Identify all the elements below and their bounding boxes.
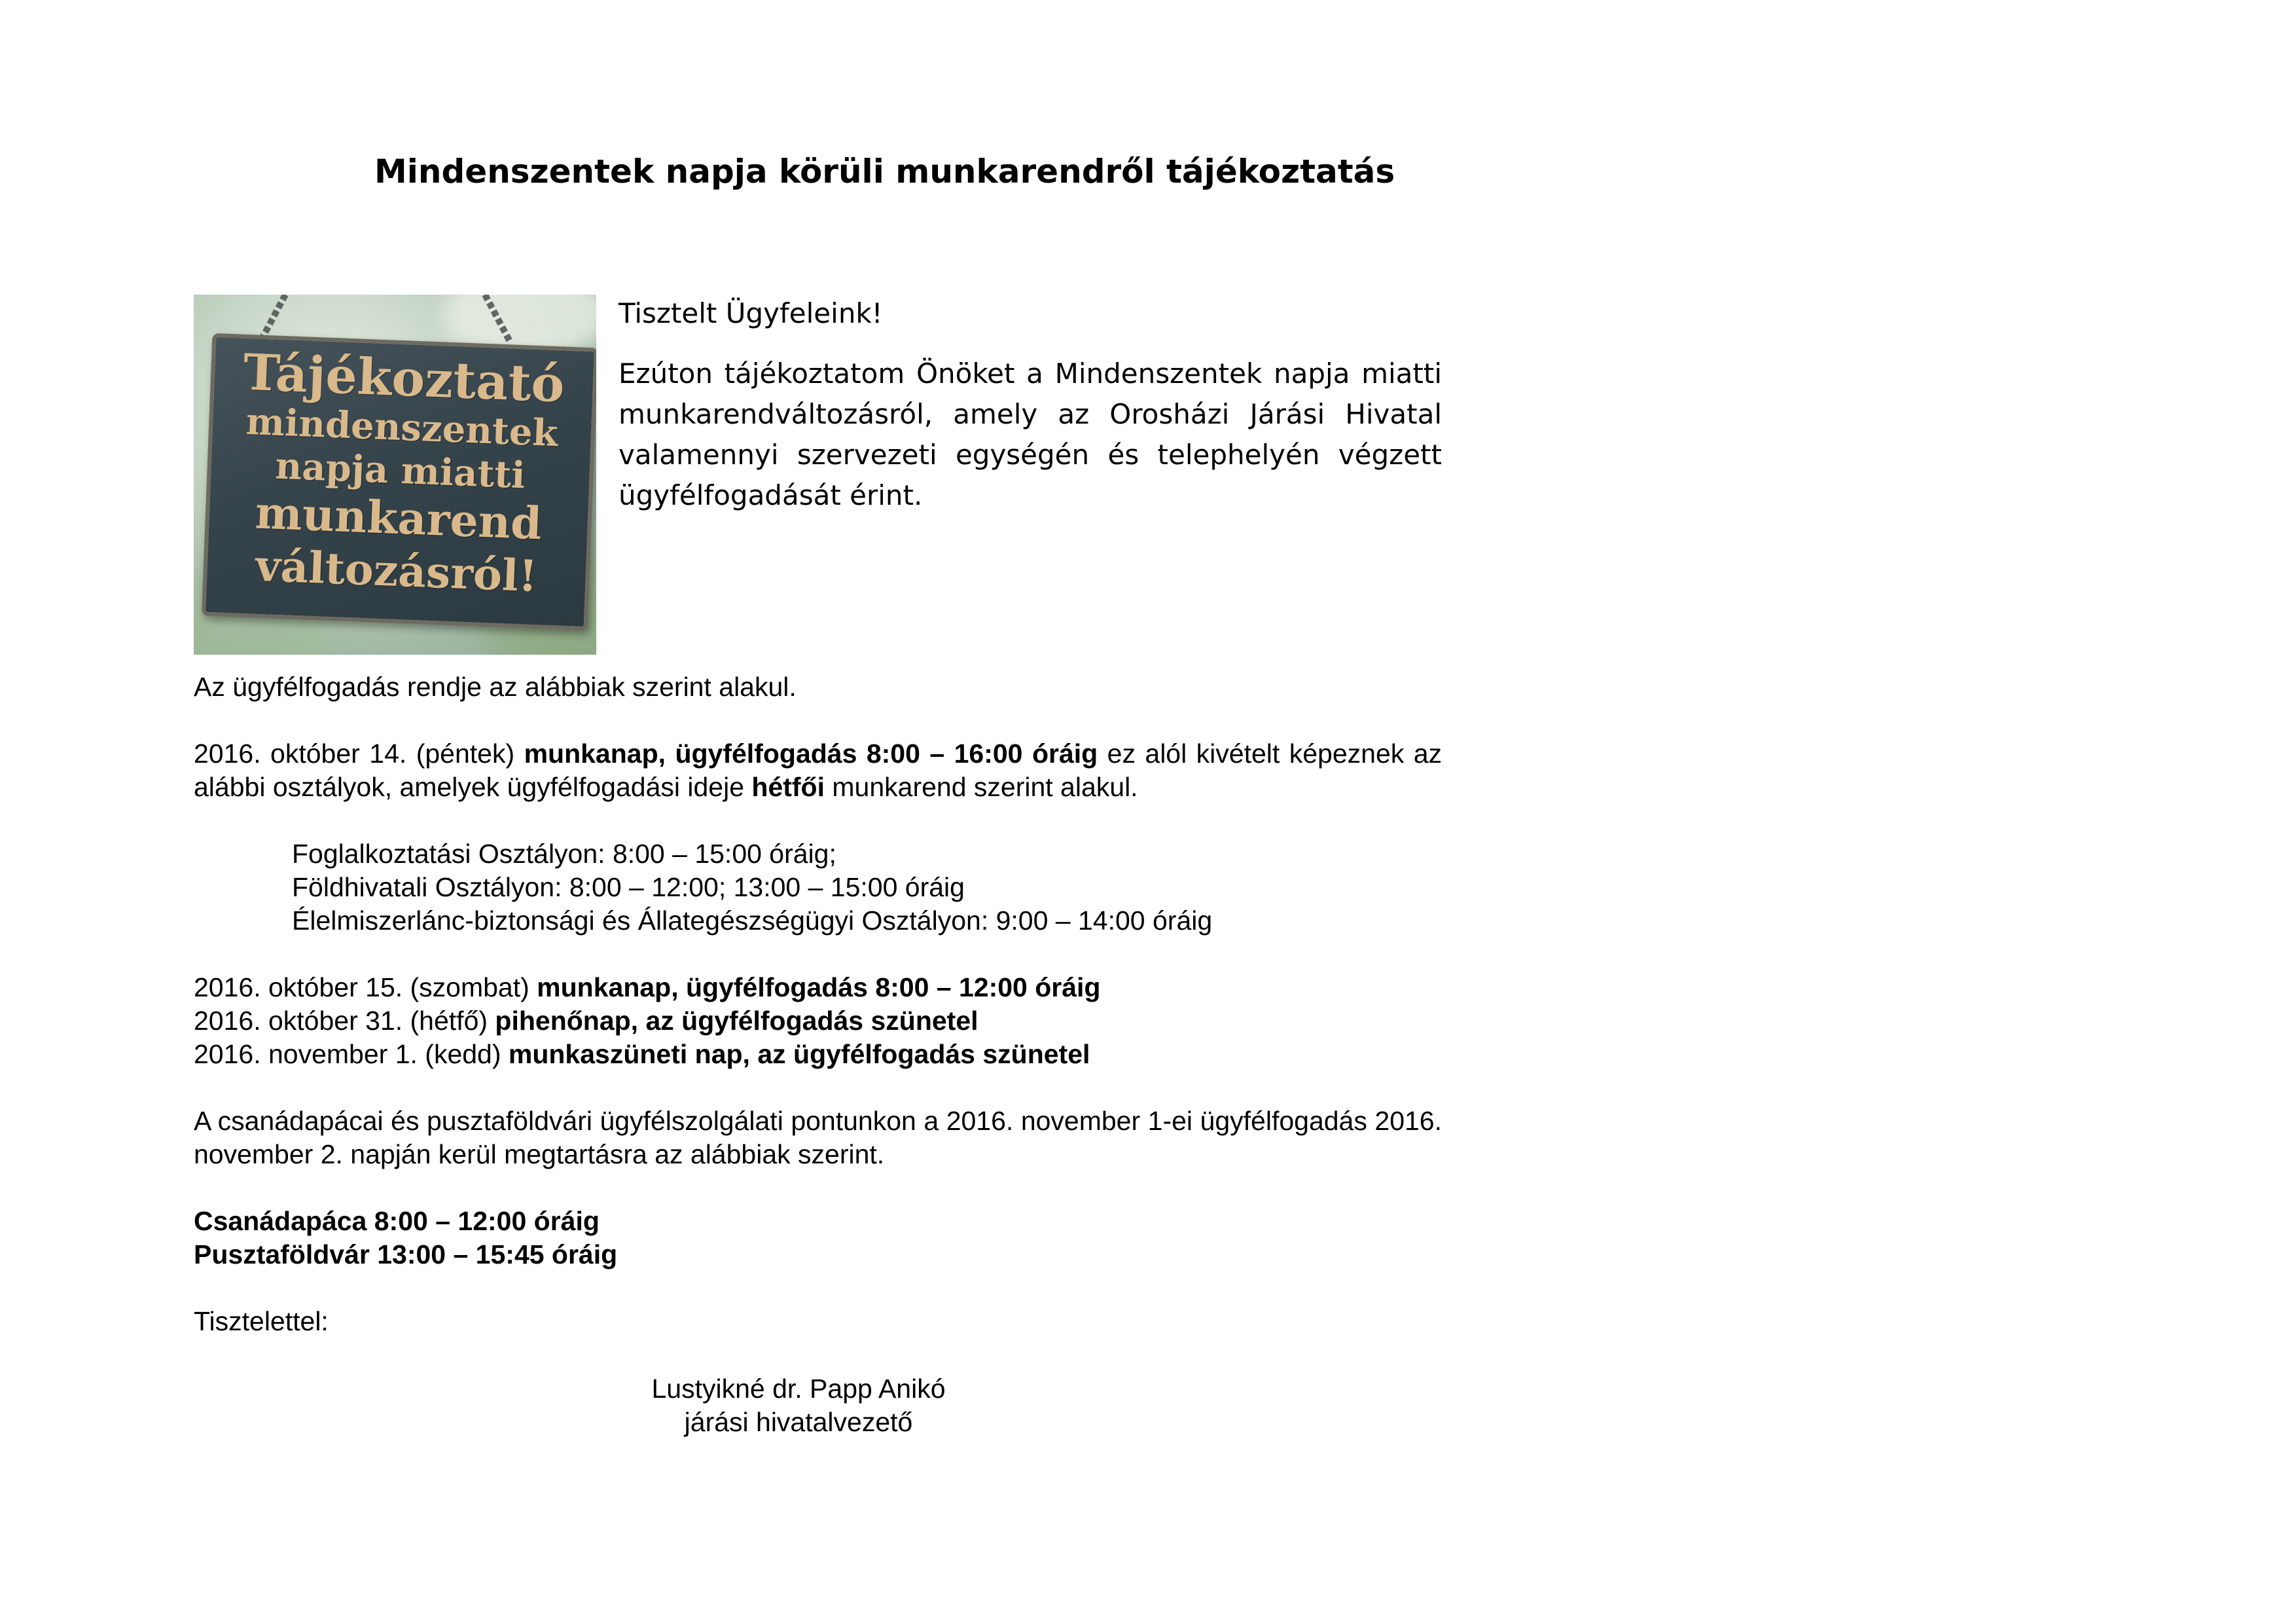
salutation: Tisztelt Ügyfeleink! — [619, 297, 883, 329]
document-title: Mindenszentek napja körüli munkarendről tájékoztatás — [374, 153, 1395, 191]
day-line — [194, 1004, 1442, 1038]
day-line — [194, 1038, 1442, 1071]
sign-line: mindenszentek — [245, 399, 559, 456]
day-status: pihenőnap, az ügyfélfogadás szünetel — [495, 1006, 978, 1036]
schedule-intro: Az ügyfélfogadás rendje az alábbiak szerint alakul. — [194, 672, 797, 702]
oct14-end: munkarend szerint alakul. — [825, 772, 1138, 802]
point-hours-text: Pusztaföldvár 13:00 – 15:45 óráig — [194, 1239, 618, 1269]
point-hours — [194, 1238, 1442, 1271]
department-item: Földhivatali Osztályon: 8:00 – 12:00; 13:00 – 15:00 óráig — [292, 872, 965, 902]
day-line — [194, 971, 1442, 1004]
sign-line: változásról! — [254, 539, 539, 602]
sign-line: Tájékoztató — [242, 342, 566, 414]
notice-sign-photo — [194, 295, 596, 655]
document-body — [194, 670, 1442, 1338]
closing: Tisztelettel: — [194, 1306, 329, 1336]
point-hours-text: Csanádapáca 8:00 – 12:00 óráig — [194, 1206, 600, 1236]
signer-name: Lustyikné dr. Papp Anikó — [651, 1374, 946, 1404]
day-status: munkaszüneti nap, az ügyfélfogadás szünetel — [508, 1039, 1090, 1069]
signature-block — [622, 1372, 975, 1439]
sign-board — [202, 333, 596, 630]
sign-line: napja miatti — [274, 444, 526, 498]
points-note: A csanádapácai és pusztaföldvári ügyfélszolgálati pontunkon a 2016. november 1-ei ügyfélfogadás 2016. november 2. napján kerül megtartásra az alábbiak szerint. — [194, 1106, 1442, 1169]
day-date: 2016. november 1. (kedd) — [194, 1039, 509, 1069]
oct14-weekday: hétfői — [751, 772, 825, 802]
day-status: munkanap, ügyfélfogadás 8:00 – 12:00 óráig — [537, 972, 1101, 1002]
oct14-exception: ez alól kivételt képeznek az alábbi osztályok, amelyek ügyfélfogadási ideje — [194, 739, 1443, 802]
intro-paragraph: Ezúton tájékoztatom Önöket a Mindenszentek napja miatti munkarendváltozásról, amely az Orosházi Járási Hivatal valamennyi szervezeti egységén és telephelyén végzett ügyfélfogadását érint. — [619, 357, 1442, 511]
sign-text — [206, 344, 594, 604]
greeting-block — [619, 293, 1442, 516]
point-hours — [194, 1205, 1442, 1238]
oct14-hours: munkanap, ügyfélfogadás 8:00 – 16:00 óráig — [524, 739, 1098, 769]
sign-line: munkarend — [254, 486, 543, 551]
signer-role: járási hivatalvezető — [684, 1407, 913, 1437]
day-date: 2016. október 15. (szombat) — [194, 972, 537, 1002]
day-date: 2016. október 31. (hétfő) — [194, 1006, 495, 1036]
department-item: Foglalkoztatási Osztályon: 8:00 – 15:00 óráig; — [292, 839, 836, 869]
oct14-date: 2016. október 14. (péntek) — [194, 739, 524, 769]
department-item: Élelmiszerlánc-biztonsági és Állategészségügyi Osztályon: 9:00 – 14:00 óráig — [292, 905, 1213, 936]
oct14-paragraph — [194, 737, 1442, 804]
department-list — [194, 837, 1442, 938]
